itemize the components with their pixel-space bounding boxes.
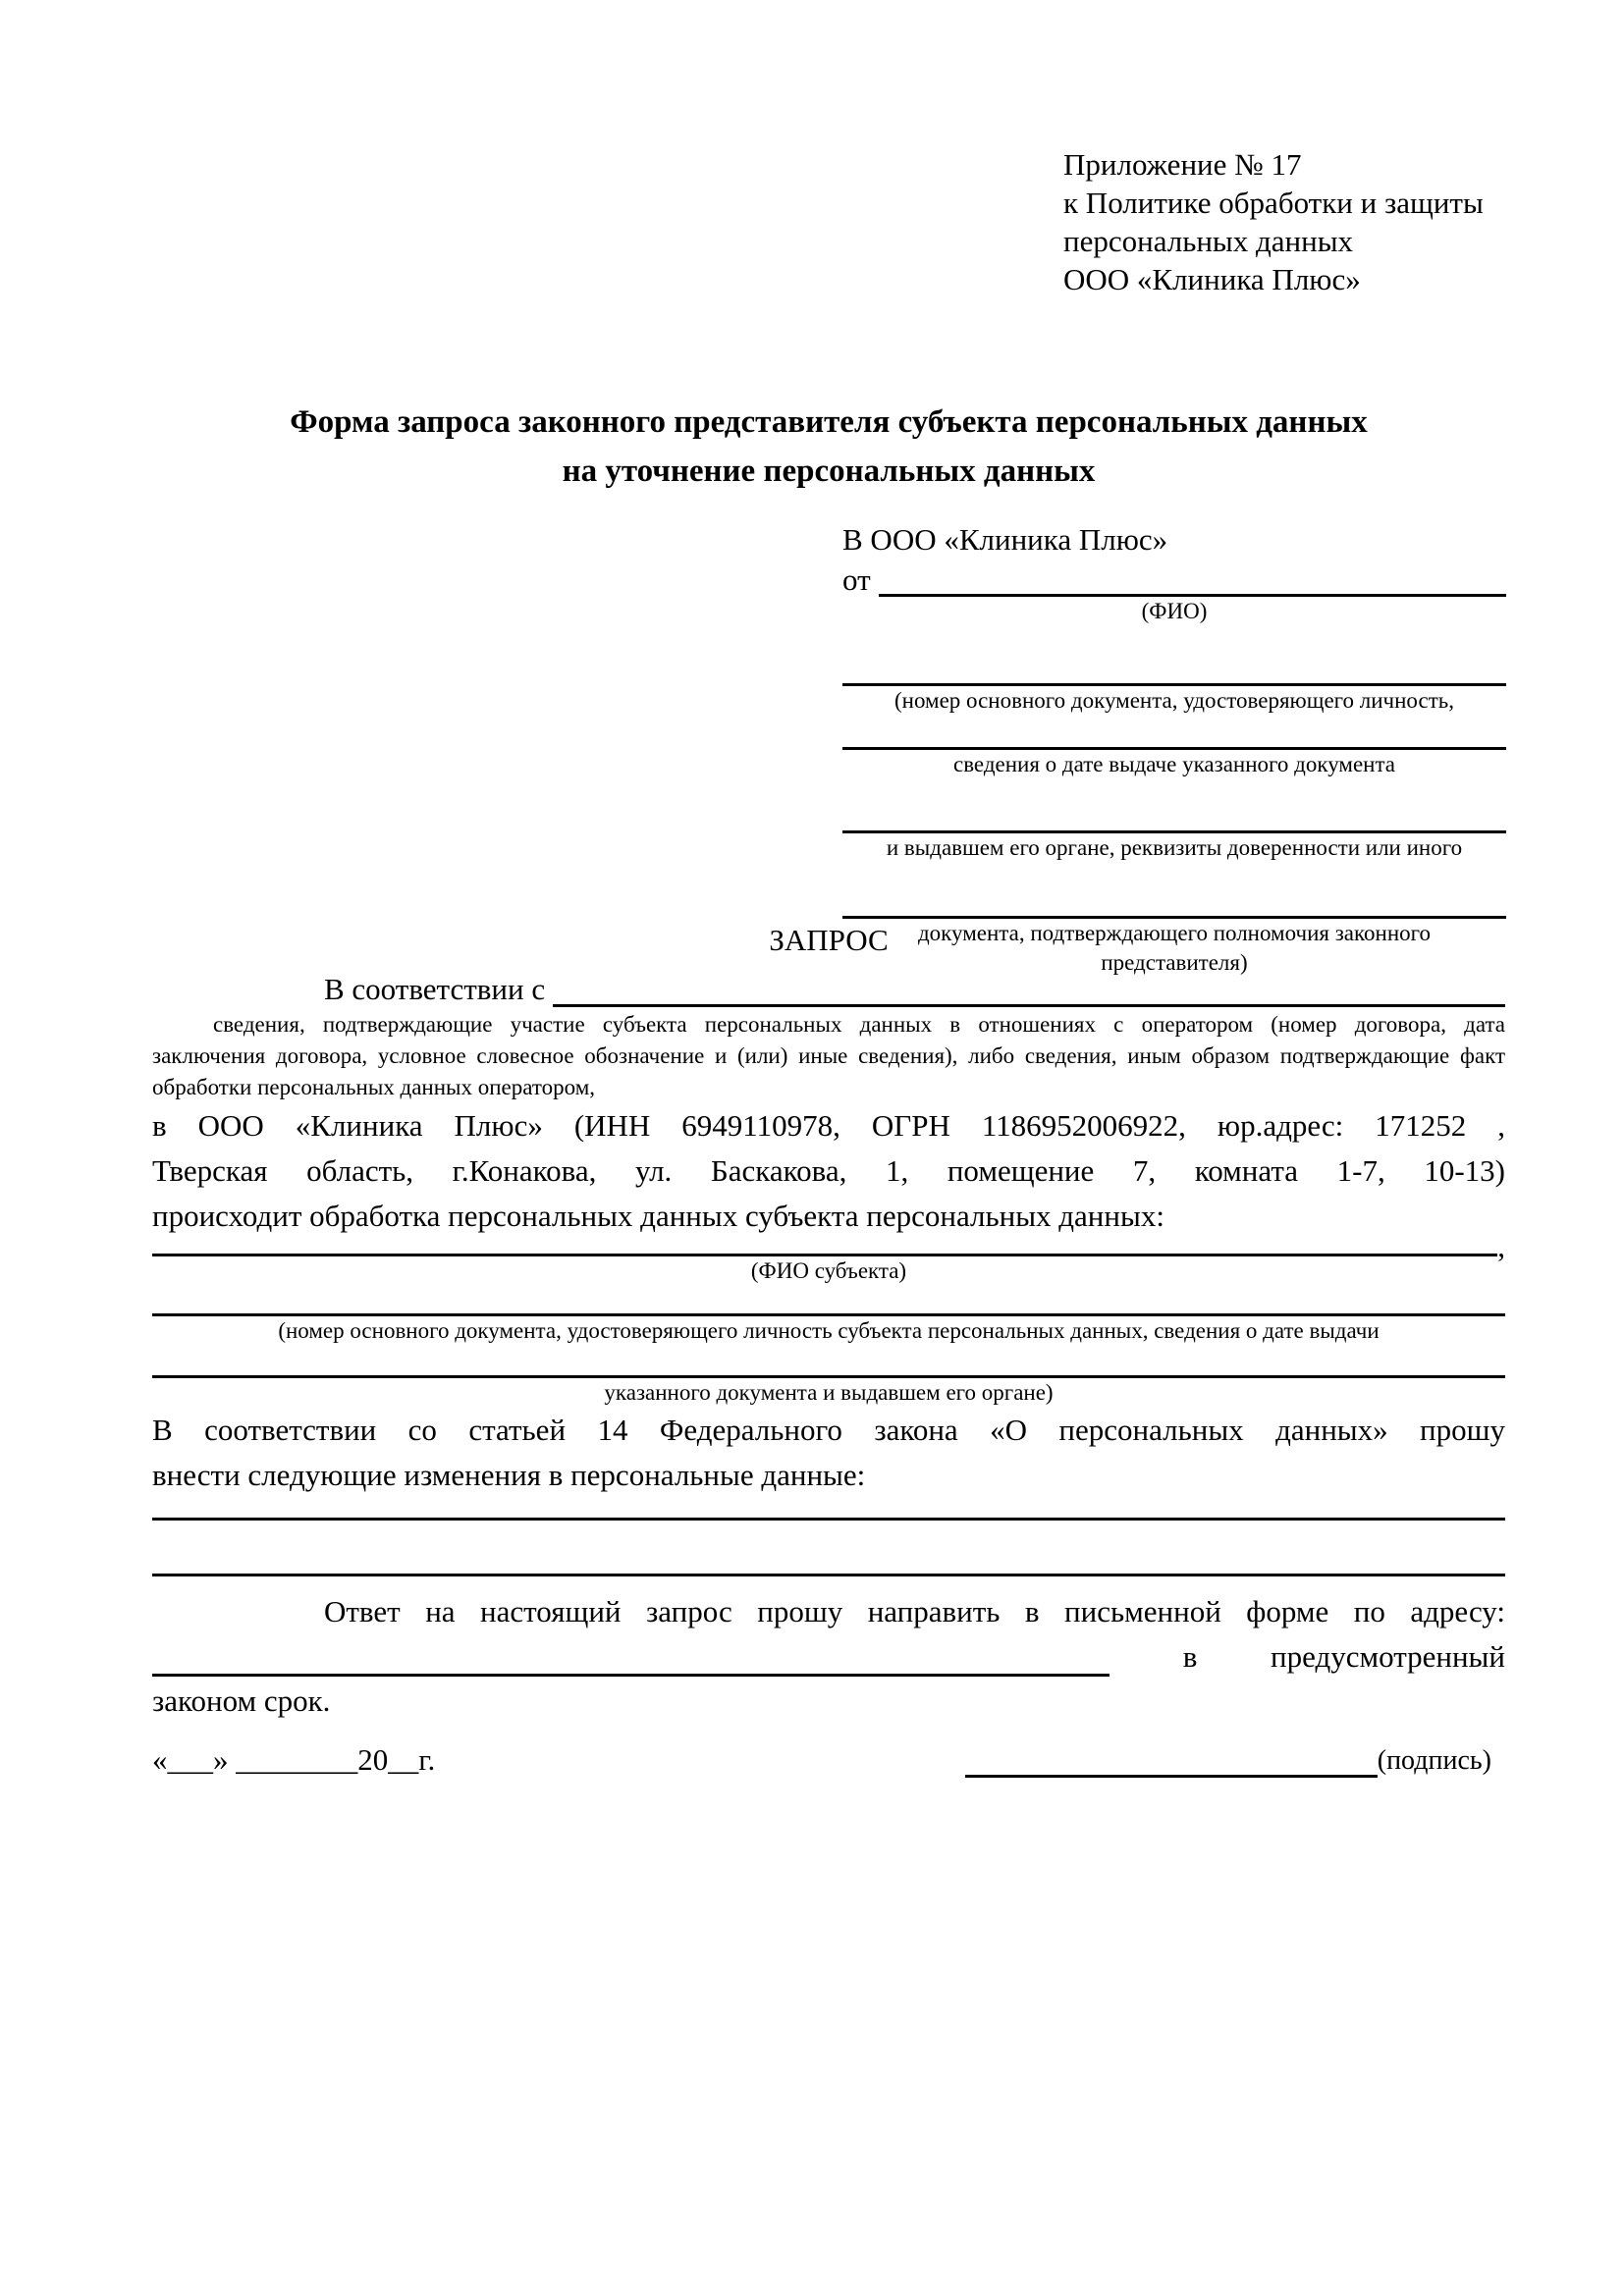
request-heading: ЗАПРОС bbox=[769, 923, 889, 957]
doc-caption: (номер основного документа, удостоверяющего личность, bbox=[893, 688, 1454, 713]
reply-word-end: предусмотренный bbox=[1271, 1639, 1505, 1674]
changes-field-2[interactable] bbox=[152, 1521, 1505, 1576]
operator-line: в ООО «Клиника Плюс» (ИНН 6949110978, ОГРН 1186952006922, юр.адрес: 171252 , bbox=[152, 1108, 1505, 1143]
representative-doc-field-3[interactable] bbox=[842, 779, 1506, 833]
subject-doc-caption: указанного документа и выдавшем его органе) bbox=[604, 1380, 1054, 1405]
from-label: от bbox=[842, 562, 871, 597]
reply-address-field[interactable] bbox=[152, 1640, 1110, 1677]
footnote-line: обработки персональных данных оператором, bbox=[152, 1075, 595, 1099]
appendix-block bbox=[1063, 145, 1484, 298]
addressee-to: В ООО «Клиника Плюс» bbox=[842, 522, 1168, 557]
doc-caption: сведения о дате выдаче указанного документа bbox=[952, 752, 1396, 776]
form-title-line: Форма запроса законного представителя субъекта персональных данных bbox=[290, 404, 1368, 440]
signature-caption: (подпись) bbox=[1377, 1745, 1491, 1776]
reply-line-1: Ответ на настоящий запрос прошу направить в письменной форме по адресу: bbox=[324, 1594, 1505, 1629]
reply-word-mid: в bbox=[1182, 1639, 1198, 1674]
trailing-comma: , bbox=[1497, 1229, 1505, 1263]
appendix-line: ООО «Клиника Плюс» bbox=[1063, 262, 1361, 296]
representative-doc-field-2[interactable] bbox=[842, 716, 1506, 750]
amend-paragraph bbox=[152, 1408, 1505, 1498]
fio-caption: (ФИО) bbox=[1141, 599, 1208, 623]
footnote-line: заключения договора, условное словесное обозначение и (или) иные сведения), либо сведения, иным образом подтверждающие факт bbox=[152, 1043, 1505, 1068]
doc-caption: и выдавшем его органе, реквизиты доверенности или иного bbox=[886, 835, 1463, 860]
form-title-line: на уточнение персональных данных bbox=[562, 454, 1096, 489]
basis-row bbox=[152, 968, 1505, 1007]
request-body bbox=[152, 921, 1505, 1726]
basis-prefix: В соответствии с bbox=[324, 972, 546, 1006]
subject-fio-caption: (ФИО субъекта) bbox=[750, 1258, 907, 1283]
representative-doc-field-1[interactable] bbox=[842, 626, 1506, 686]
from-row bbox=[842, 561, 1506, 597]
signature-field[interactable] bbox=[965, 1745, 1378, 1778]
representative-doc-field-4[interactable] bbox=[842, 863, 1506, 919]
appendix-line: к Политике обработки и защиты bbox=[1063, 186, 1484, 220]
basis-field[interactable] bbox=[553, 975, 1505, 1007]
subject-fio-field[interactable] bbox=[152, 1240, 1497, 1256]
addressee-block bbox=[842, 520, 1506, 978]
form-title bbox=[152, 398, 1505, 496]
footnote-line: сведения, подтверждающие участие субъекта персональных данных в отношениях с оператором (номер договора, дата bbox=[213, 1012, 1505, 1037]
subject-doc-caption: (номер основного документа, удостоверяющего личность субъекта персональных данных, сведения о дате выдачи bbox=[278, 1318, 1380, 1343]
signature-row bbox=[152, 1742, 1505, 1778]
reply-line-3: законом срок. bbox=[152, 1683, 331, 1718]
changes-field-1[interactable] bbox=[152, 1498, 1505, 1521]
date-field[interactable]: «___» ________20__г. bbox=[152, 1742, 436, 1777]
appendix-line: Приложение № 17 bbox=[1063, 147, 1302, 182]
representative-fio-field[interactable] bbox=[879, 564, 1506, 597]
operator-line: происходит обработка персональных данных субъекта персональных данных: bbox=[152, 1199, 1164, 1233]
operator-paragraph bbox=[152, 1103, 1505, 1239]
operator-line: Тверская область, г.Конакова, ул. Баскакова, 1, помещение 7, комната 1-7, 10-13) bbox=[152, 1153, 1505, 1188]
signature-right bbox=[965, 1744, 1505, 1778]
subject-fio-row bbox=[152, 1229, 1505, 1263]
amend-line: внести следующие изменения в персональные данные: bbox=[152, 1458, 866, 1492]
reply-row bbox=[152, 1635, 1505, 1677]
appendix-line: персональных данных bbox=[1063, 224, 1354, 258]
basis-footnote bbox=[152, 1009, 1505, 1103]
subject-doc-field-2[interactable] bbox=[152, 1346, 1505, 1378]
amend-line: В соответствии со статьей 14 Федерального закона «О персональных данных» прошу bbox=[152, 1413, 1505, 1447]
subject-doc-field-1[interactable] bbox=[152, 1286, 1505, 1316]
doc-caption: документа, подтверждающего полномочия законного представителя) bbox=[917, 921, 1431, 975]
